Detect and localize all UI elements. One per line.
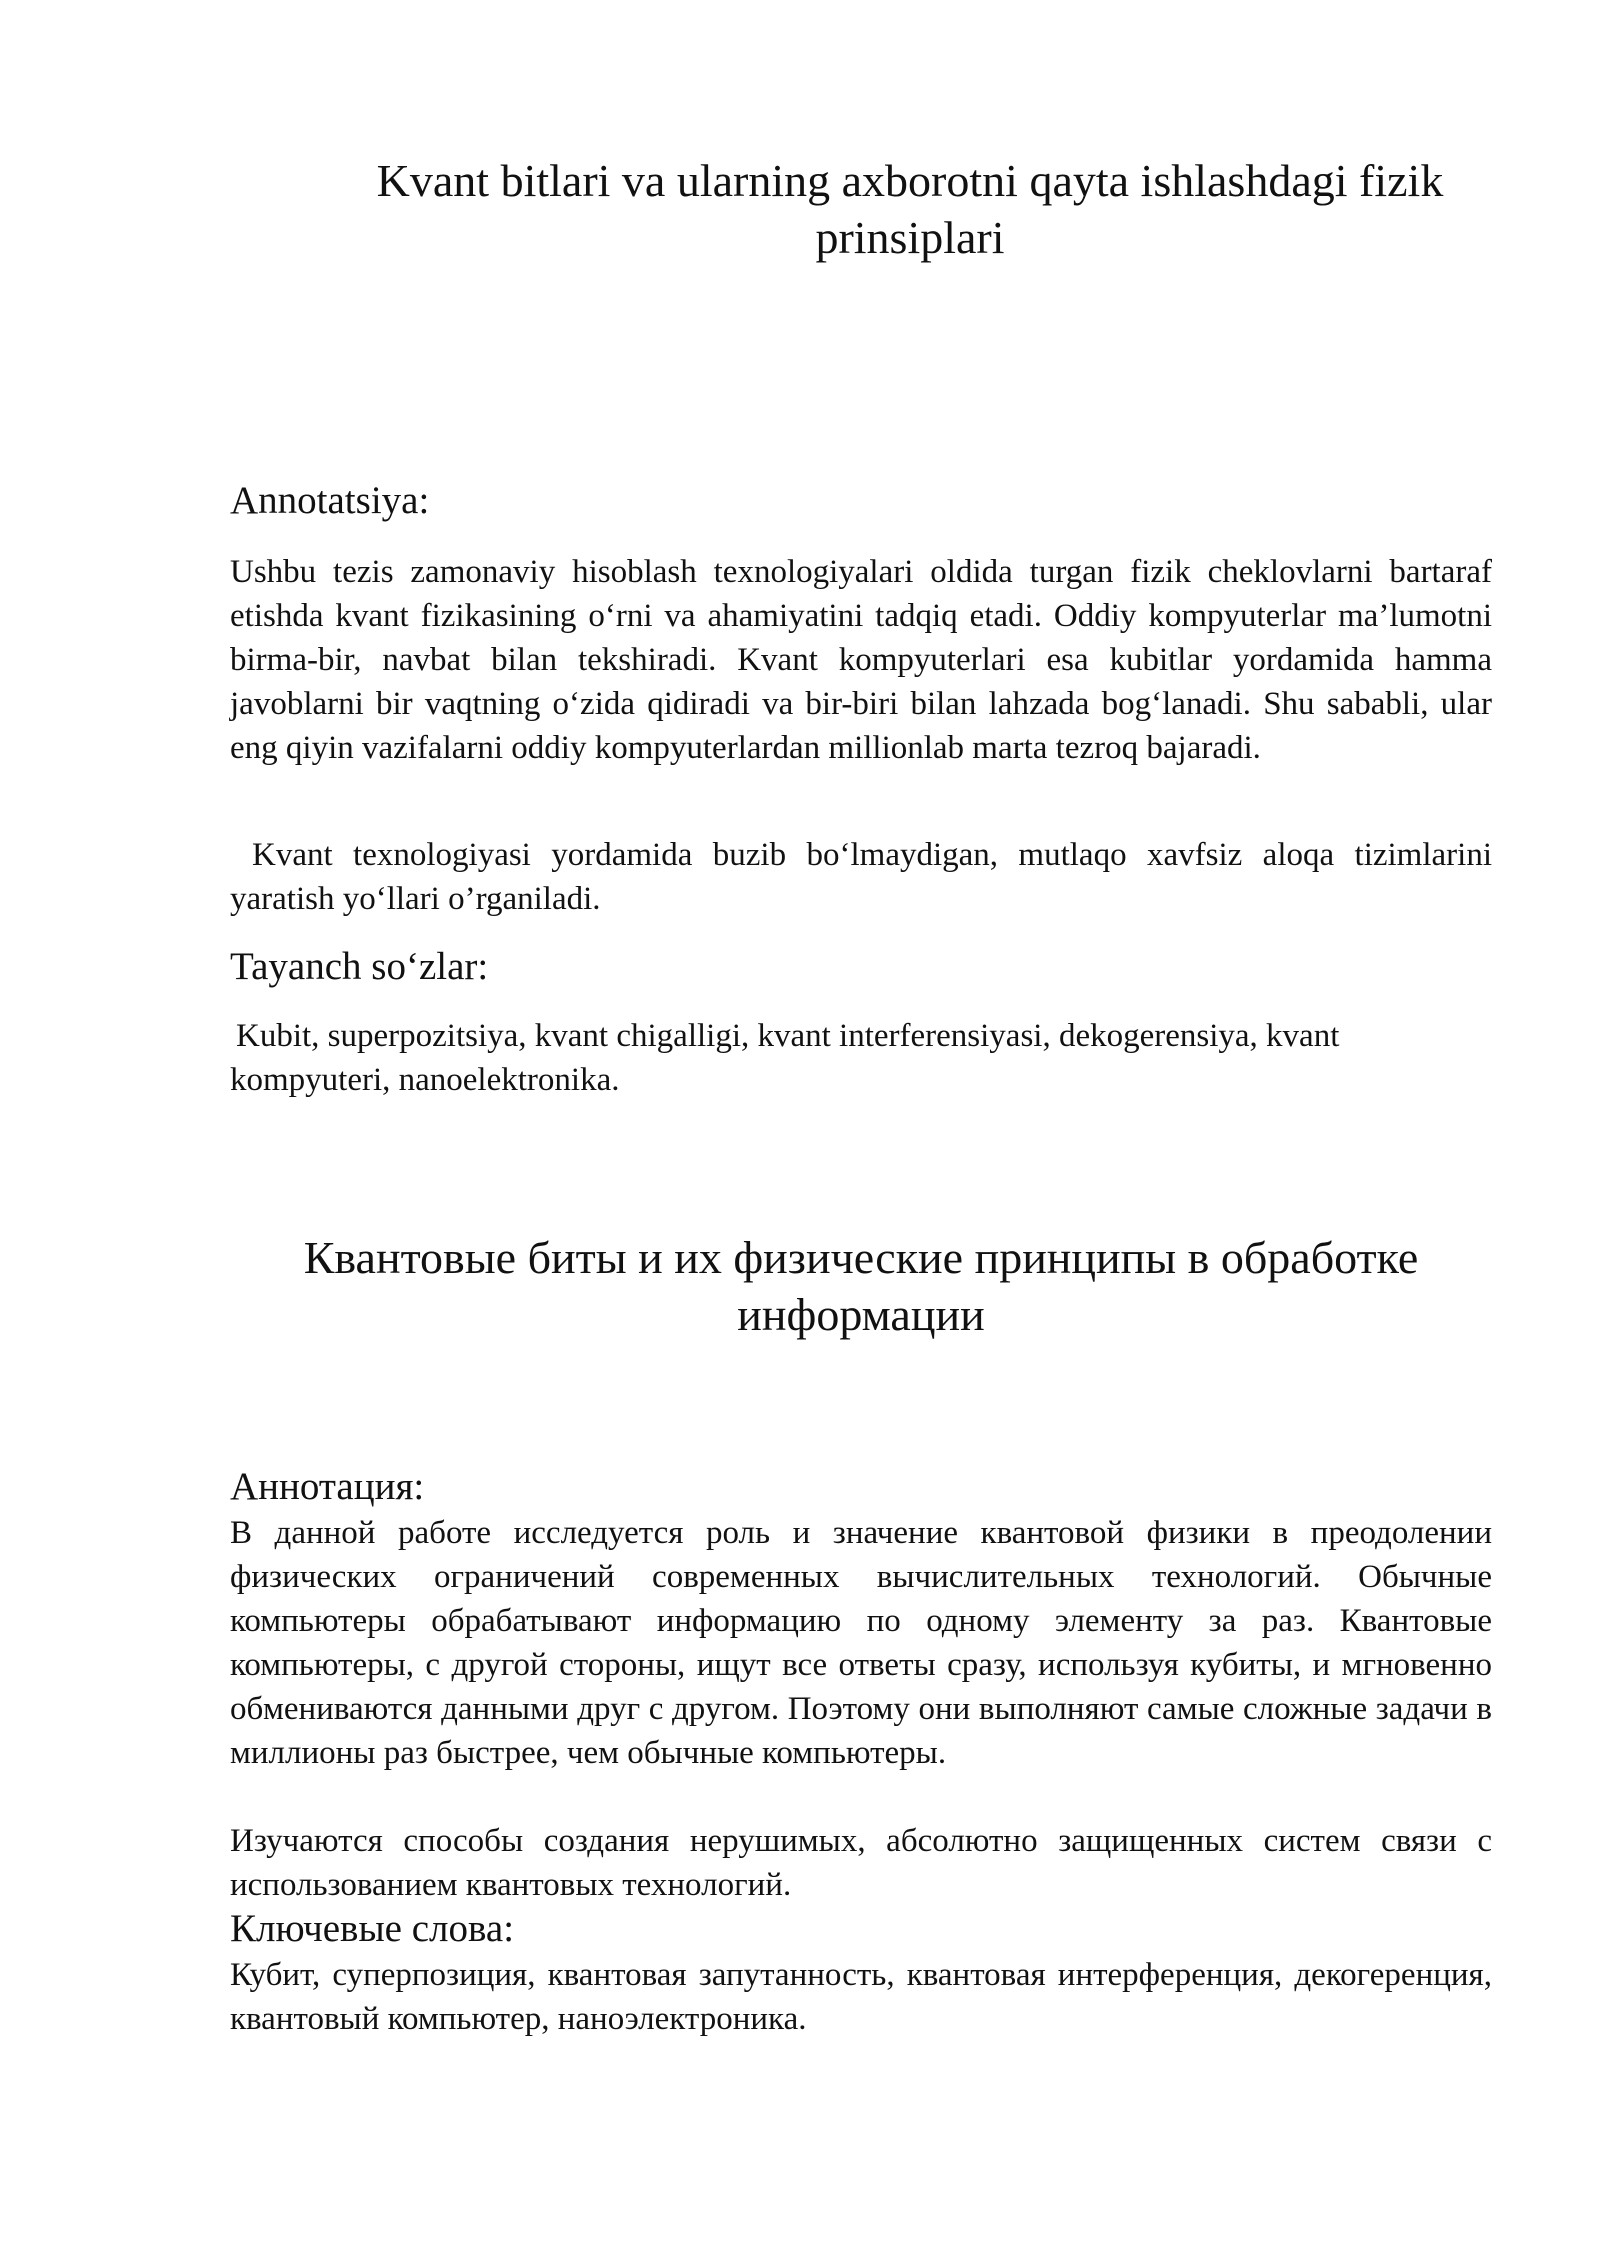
ru-annotation-paragraph-1: В данной работе исследуется роль и значение квантовой физики в преодолении физических ограничений современных вычислительных технологий. Обычные компьютеры обрабатывают информацию по одному элементу за раз. Квантовые компьютеры, с другой стороны, ищут все ответы сразу, используя кубиты, и мгновенно обмениваются данными друг с другом. Поэтому они выполняют самые сложные задачи в миллионы раз быстрее, чем обычные компьютеры. bbox=[230, 1515, 1492, 1771]
uz-annotation-paragraph-2: Kvant texnologiyasi yordamida buzib bo‘lmaydigan, mutlaqo xavfsiz aloqa tizimlarini yaratish yo‘llari o’rganiladi. bbox=[230, 837, 1492, 917]
ru-title: Квантовые биты и их физические принципы в обработке информации bbox=[303, 1232, 1419, 1340]
ru-annotation-heading: Аннотация: bbox=[230, 1465, 425, 1508]
ru-annotation-paragraph-2: Изучаются способы создания нерушимых, абсолютно защищенных систем связи с использованием квантовых технологий. bbox=[230, 1823, 1492, 1903]
uz-annotation-paragraph-1: Ushbu tezis zamonaviy hisoblash texnologiyalari oldida turgan fizik cheklovlarni bartaraf etishda kvant fizikasining o‘rni va ahamiyatini tadqiq etadi. Oddiy kompyuterlar ma’lumotni birma-bir, navbat bilan tekshiradi. Kvant kompyuterlari esa kubitlar yordamida hamma javoblarni bir vaqtning o‘zida qidiradi va bir-biri bilan lahzada bog‘lanadi. Shu sababli, ular eng qiyin vazifalarni oddiy kompyuterlardan millionlab marta tezroq bajaradi. bbox=[230, 554, 1492, 766]
uz-annotation-heading: Annotatsiya: bbox=[230, 479, 430, 522]
uz-keywords-heading: Tayanch so‘zlar: bbox=[230, 945, 489, 988]
uz-keywords: Kubit, superpozitsiya, kvant chigalligi, kvant interferensiyasi, dekogerensiya, kvant kompyuteri, nanoelektronika. bbox=[230, 1018, 1340, 1098]
ru-keywords: Кубит, суперпозиция, квантовая запутанность, квантовая интерференция, декогеренция, квантовый компьютер, наноэлектроника. bbox=[230, 1957, 1492, 2037]
ru-keywords-heading: Ключевые слова: bbox=[230, 1907, 515, 1950]
uz-title: Kvant bitlari va ularning axborotni qayta ishlashdagi fizik prinsiplari bbox=[376, 155, 1444, 263]
